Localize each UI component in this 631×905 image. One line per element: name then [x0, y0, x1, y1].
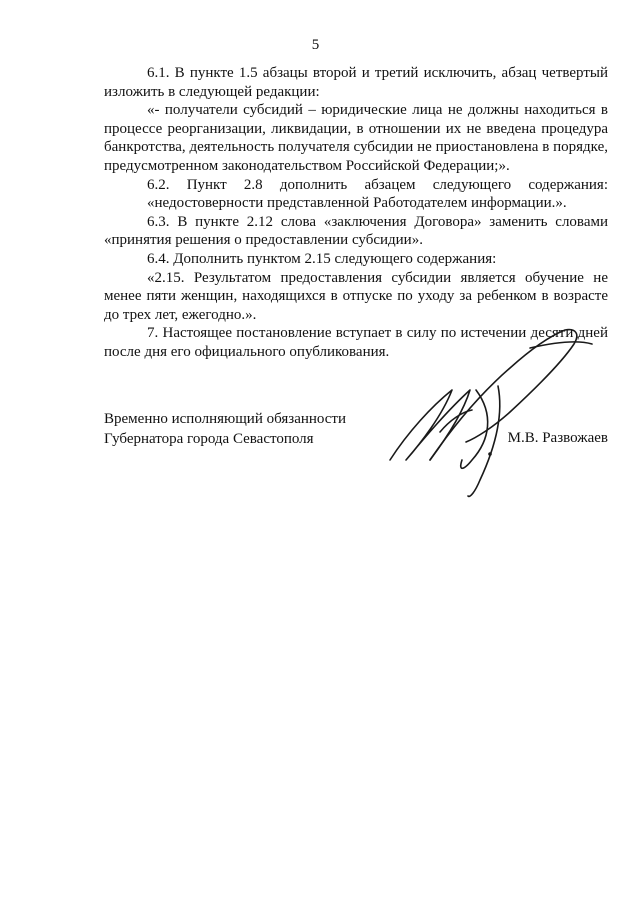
paragraph-6-4: 6.4. Дополнить пунктом 2.15 следующего содержания:: [147, 250, 497, 267]
paragraph-6-1-quote: «- получатели субсидий – юридические лица не должны находиться в процессе реорганизации, ликвидации, в отношении их не введена процедура банкротства, деятельность получателя субсидии не приостановлена в порядке, предусмотренном законодательством Российской Федерации;».: [104, 102, 608, 174]
paragraph-6-2-quote: «недостоверности представленной Работодателем информации.».: [147, 195, 567, 212]
paragraph-6-3: 6.3. В пункте 2.12 слова «заключения Договора» заменить словами «принятия решения о предоставлении субсидии».: [104, 213, 608, 249]
paragraph-6-4-quote: «2.15. Результатом предоставления субсидии является обучение не менее пяти женщин, находящихся в отпуске по уходу за ребенком в возрасте до трех лет, ежегодно.».: [104, 269, 608, 323]
paragraph-7: 7. Настоящее постановление вступает в силу по истечении десяти дней после дня его официального опубликования.: [104, 325, 608, 360]
paragraph-6-1: 6.1. В пункте 1.5 абзацы второй и третий исключить, абзац четвертый изложить в следующей редакции:: [104, 65, 608, 100]
document-body: [104, 64, 608, 362]
signatory-name: М.В. Развожаев: [507, 430, 608, 446]
signatory-title-line-2: Губернатора города Севастополя: [104, 431, 314, 447]
signatory-title-line-1: Временно исполняющий обязанности: [104, 411, 347, 427]
handwritten-signature: [380, 320, 605, 505]
page-number: 5: [311, 37, 320, 53]
signature-dot-mark: [488, 452, 492, 456]
paragraph-6-2: 6.2. Пункт 2.8 дополнить абзацем следующего содержания:: [147, 176, 608, 193]
